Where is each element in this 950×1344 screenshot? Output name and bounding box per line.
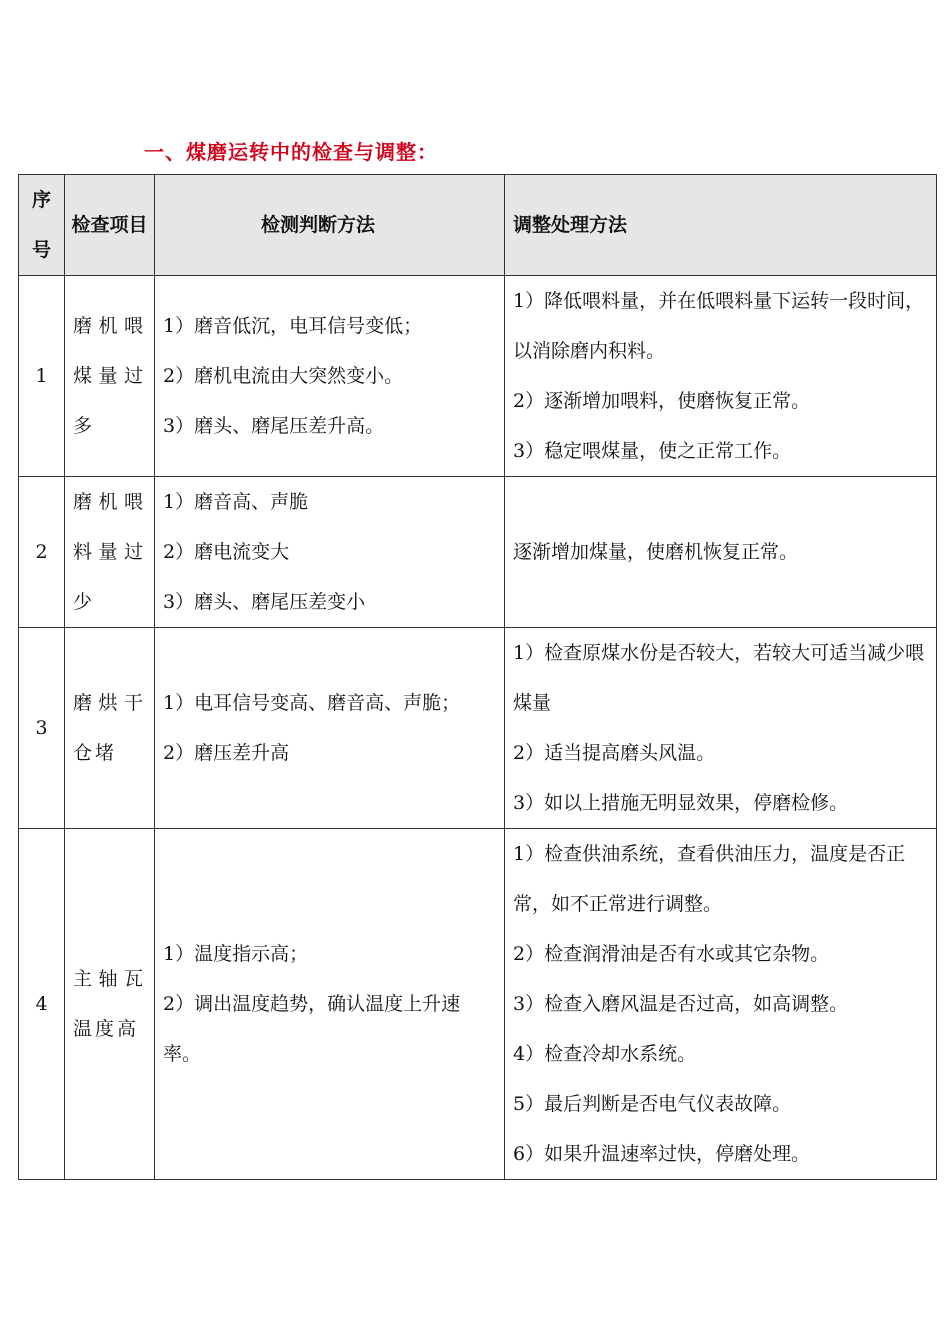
detect-line: 2）磨压差升高 bbox=[163, 742, 290, 764]
row-adjust bbox=[505, 276, 937, 477]
detect-line: 3）磨头、磨尾压差变小 bbox=[163, 591, 366, 613]
inspection-table bbox=[18, 174, 937, 1180]
adjust-line: 4）检查冷却水系统。 bbox=[513, 1043, 697, 1065]
adjust-line: 5）最后判断是否电气仪表故障。 bbox=[513, 1093, 792, 1115]
detect-line: 1）磨音高、声脆 bbox=[163, 491, 309, 513]
row-adjust bbox=[505, 628, 937, 829]
adjust-line: 3）检查入磨风温是否过高，如高调整。 bbox=[513, 993, 849, 1015]
detect-line: 2）磨电流变大 bbox=[163, 541, 290, 563]
row-item: 磨机喂料量过少 bbox=[65, 477, 155, 628]
adjust-line: 1）降低喂料量，并在低喂料量下运转一段时间，以消除磨内积料。 bbox=[513, 290, 925, 362]
row-detect bbox=[155, 276, 505, 477]
adjust-line: 2）检查润滑油是否有水或其它杂物。 bbox=[513, 943, 830, 965]
header-item: 检查项目 bbox=[65, 175, 155, 276]
header-no: 序号 bbox=[19, 175, 65, 276]
detect-line: 1）温度指示高； bbox=[163, 943, 309, 965]
header-row bbox=[19, 175, 937, 276]
adjust-line: 6）如果升温速率过快，停磨处理。 bbox=[513, 1143, 811, 1165]
adjust-line: 2）适当提高磨头风温。 bbox=[513, 742, 716, 764]
row-item: 磨烘干仓堵 bbox=[65, 628, 155, 829]
detect-line: 1）电耳信号变高、磨音高、声脆； bbox=[163, 692, 461, 714]
row-detect bbox=[155, 628, 505, 829]
adjust-line: 3）稳定喂煤量，使之正常工作。 bbox=[513, 440, 792, 462]
detect-line: 2）调出温度趋势，确认温度上升速率。 bbox=[163, 993, 461, 1065]
row-number: 4 bbox=[19, 829, 65, 1180]
row-detect bbox=[155, 477, 505, 628]
header-detect: 检测判断方法 bbox=[155, 175, 505, 276]
detect-line: 2）磨机电流由大突然变小。 bbox=[163, 365, 404, 387]
table-row bbox=[19, 628, 937, 829]
detect-line: 1）磨音低沉，电耳信号变低； bbox=[163, 315, 423, 337]
adjust-line: 逐渐增加煤量，使磨机恢复正常。 bbox=[513, 541, 799, 563]
adjust-line: 3）如以上措施无明显效果，停磨检修。 bbox=[513, 792, 849, 814]
row-item: 主轴瓦温度高 bbox=[65, 829, 155, 1180]
table-row bbox=[19, 276, 937, 477]
adjust-line: 1）检查原煤水份是否较大，若较大可适当减少喂煤量 bbox=[513, 642, 925, 714]
row-adjust bbox=[505, 477, 937, 628]
row-adjust bbox=[505, 829, 937, 1180]
row-detect bbox=[155, 829, 505, 1180]
detect-line: 3）磨头、磨尾压差升高。 bbox=[163, 415, 385, 437]
section-heading: 一、煤磨运转中的检查与调整： bbox=[144, 140, 438, 164]
header-adjust: 调整处理方法 bbox=[505, 175, 937, 276]
table-row bbox=[19, 477, 937, 628]
row-number: 3 bbox=[19, 628, 65, 829]
row-item: 磨机喂煤量过多 bbox=[65, 276, 155, 477]
adjust-line: 2）逐渐增加喂料，使磨恢复正常。 bbox=[513, 390, 811, 412]
adjust-line: 1）检查供油系统，查看供油压力，温度是否正常，如不正常进行调整。 bbox=[513, 843, 906, 915]
table-row bbox=[19, 829, 937, 1180]
row-number: 1 bbox=[19, 276, 65, 477]
row-number: 2 bbox=[19, 477, 65, 628]
